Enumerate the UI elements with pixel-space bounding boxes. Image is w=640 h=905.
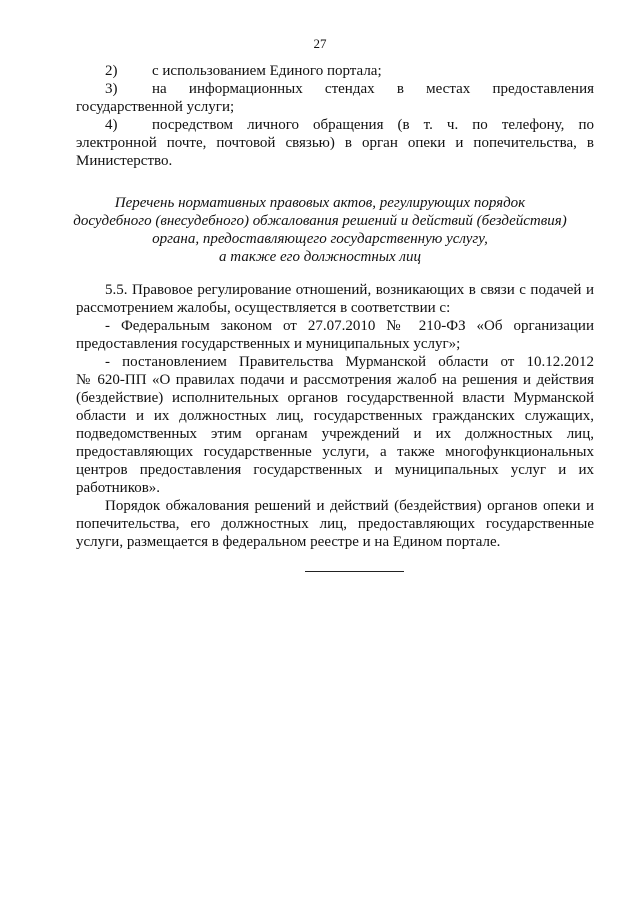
list-item-text: посредством личного обращения (в т. ч. по телефону, по (152, 117, 594, 133)
law-reference-line: - постановлением Правительства Мурманской области от 10.12.2012 (105, 354, 594, 370)
law-reference-line: - Федеральным законом от 27.07.2010 № 210-ФЗ «Об организации (105, 318, 594, 334)
list-item-number: 4) (105, 117, 118, 133)
section-heading-line: органа, предоставляющего государственную услугу, (152, 231, 488, 247)
law-reference-line: работников». (76, 480, 161, 496)
paragraph-line: услуги, размещается в федеральном реестре и на Едином портале. (76, 534, 501, 550)
list-item-number: 2) (105, 63, 118, 79)
law-reference-line: предоставляющих государственные услуги, а также многофункциональных (76, 444, 594, 460)
paragraph-line: 5.5. Правовое регулирование отношений, возникающих в связи с подачей и (105, 282, 594, 298)
section-heading-line: Перечень нормативных правовых актов, регулирующих порядок (114, 195, 526, 211)
list-item-text-continued: Министерство. (76, 153, 173, 169)
list-item-text-continued: электронной почте, почтовой связью) в орган опеки и попечительства, в (76, 135, 594, 151)
law-reference-line: центров предоставления государственных и муниципальных услуг и их (76, 462, 594, 478)
paragraph-line: Порядок обжалования решений и действий (бездействия) органов опеки и (105, 498, 594, 514)
list-item-text: с использованием Единого портала; (152, 63, 382, 79)
law-reference-line: № 620-ПП «О правилах подачи и рассмотрения жалоб на решения и действия (76, 372, 594, 388)
law-reference-line: области и их должностных лиц, государственных гражданских служащих, (76, 408, 594, 424)
law-reference-line: предоставления государственных и муниципальных услуг»; (76, 336, 461, 352)
paragraph-line: рассмотрением жалобы, осуществляется в соответствии с: (76, 300, 451, 316)
list-item-text: на информационных стендах в местах предоставления (152, 81, 594, 97)
law-reference-line: (бездействие) исполнительных органов государственной власти Мурманской (76, 390, 594, 406)
list-item-text-continued: государственной услуги; (76, 99, 235, 115)
section-heading-line: а также его должностных лиц (219, 249, 421, 265)
law-reference-line: подведомственных этим органам учреждений и их должностных лиц, (76, 426, 594, 442)
section-heading-line: досудебного (внесудебного) обжалования решений и действий (бездействия) (73, 213, 567, 229)
page-number: 27 (313, 36, 327, 51)
paragraph-line: попечительства, его должностных лиц, предоставляющих государственные (76, 516, 594, 532)
list-item-number: 3) (105, 81, 118, 97)
end-divider-line (305, 571, 404, 572)
